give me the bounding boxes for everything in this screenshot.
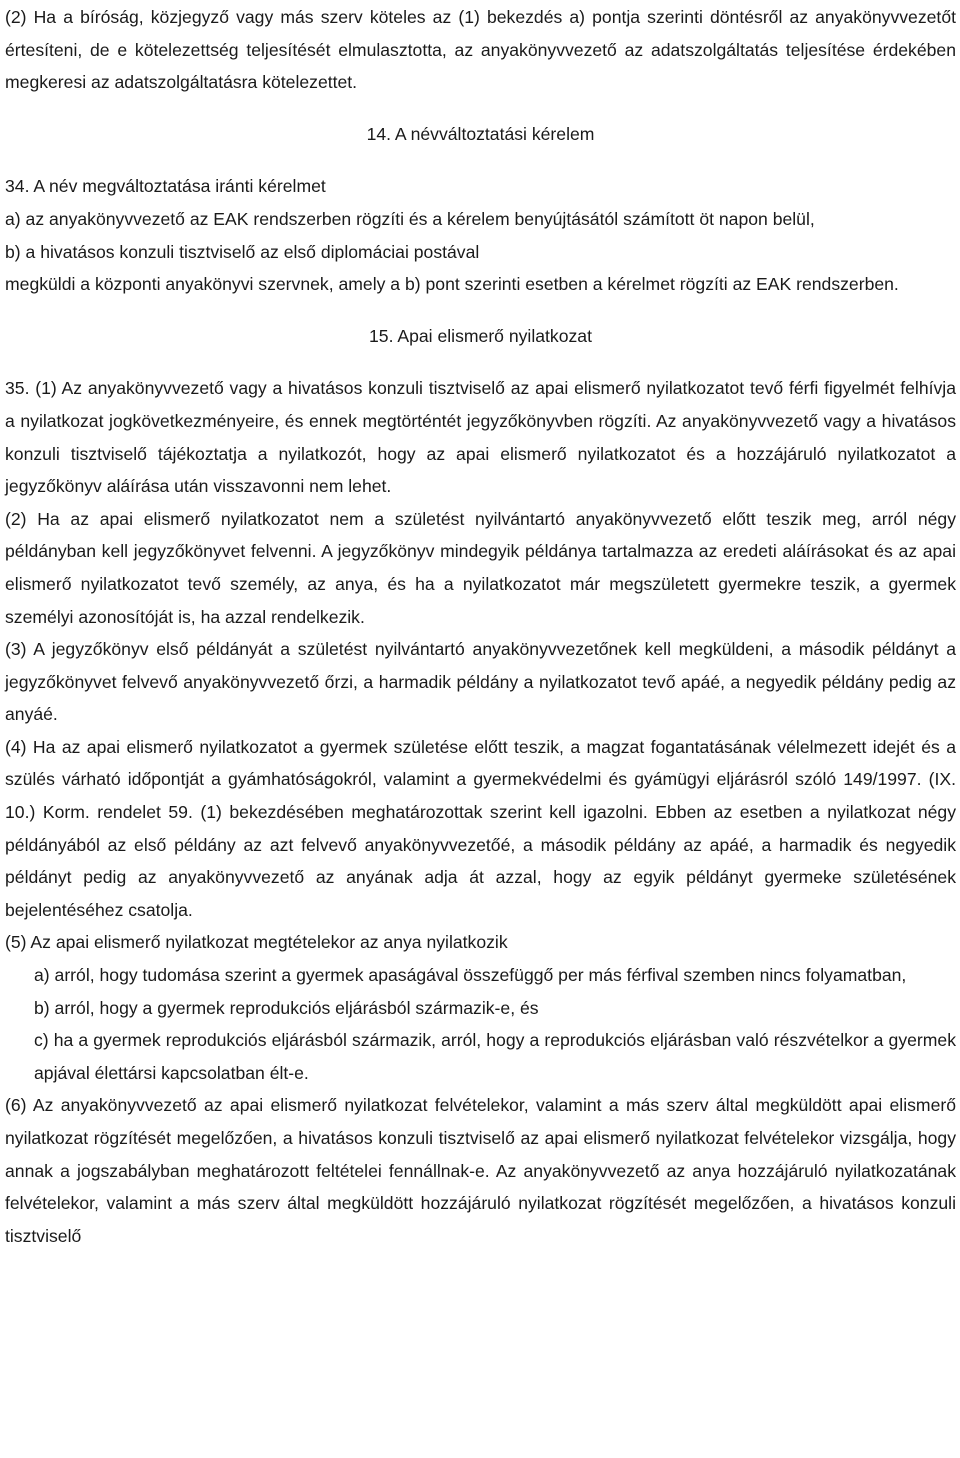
section-35-paragraph-5: (5) Az apai elismerő nyilatkozat megtételekor az anya nyilatkozik	[5, 932, 508, 953]
section-35-paragraph-3: (3) A jegyzőkönyv első példányát a születést nyilvántartó anyakönyvvezetőnek kell megküldeni, a második példányt a jegyzőkönyvet felvevő anyakönyvvezető őrzi, a harmadik példány a nyilatkozatot tevő apáé, a negyedik példány pedig az anyáé.	[5, 639, 956, 725]
section-34-item-b: b) a hivatásos konzuli tisztviselő az első diplomáciai postával	[5, 241, 480, 262]
section-35-paragraph-1: 35. (1) Az anyakönyvvezető vagy a hivatásos konzuli tisztviselő az apai elismerő nyilatkozatot tevő férfi figyelmét felhívja a nyilatkozat jogkövetkezményeire, és ennek megtörténtét jegyzőkönyvben rögzíti. Az anyakönyvvezető vagy a hivatásos konzuli tisztviselő tájékoztatja a nyilatkozót, hogy az apai elismerő nyilatkozatot és a hozzájáruló nyilatkozatot a jegyzőkönyv aláírása után visszavonni nem lehet.	[5, 378, 956, 497]
section-34-tail: megküldi a központi anyakönyvi szervnek, amely a b) pont szerinti esetben a kérelmet rögzíti az EAK rendszerben.	[5, 274, 899, 295]
section-35-paragraph-4: (4) Ha az apai elismerő nyilatkozatot a gyermek születése előtt teszik, a magzat fogantatásának vélelmezett idejét és a szülés várható időpontját a gyámhatóságokról, valamint a gyermekvédelmi és gyámügyi eljárásról szóló 149/1997. (IX. 10.) Korm. rendelet 59. (1) bekezdésében meghatározottak szerint kell igazolni. Ebben az esetben a nyilatkozat négy példányából az első példány az azt felvevő anyakönyvvezetőé, a második példány az apáé, a harmadik és negyedik példányt pedig az anyakönyvvezető az anyának adja át azzal, hogy az egyik példányt gyermeke születésének bejelentéséhez csatolja.	[5, 736, 956, 920]
section-heading-15: 15. Apai elismerő nyilatkozat	[369, 325, 592, 346]
paragraph-intro: (2) Ha a bíróság, közjegyző vagy más szerv köteles az (1) bekezdés a) pontja szerinti döntésről az anyakönyvvezetőt értesíteni, de e kötelezettség teljesítését elmulasztotta, az anyakönyvvezető az adatszolgáltatás teljesítése érdekében megkeresi az adatszolgáltatásra kötelezettet.	[5, 7, 956, 93]
section-35	[5, 372, 956, 1252]
section-34-item-a: a) az anyakönyvvezető az EAK rendszerben rögzíti és a kérelem benyújtásától számított öt napon belül,	[5, 208, 815, 229]
section-34	[5, 170, 956, 300]
section-heading-14: 14. A névváltoztatási kérelem	[366, 123, 595, 144]
section-34-title: 34. A név megváltoztatása iránti kérelmet	[5, 176, 326, 197]
section-35-paragraph-5-item-a: a) arról, hogy tudomása szerint a gyermek apaságával összefüggő per más férfival szemben nincs folyamatban,	[34, 965, 907, 986]
section-35-paragraph-6: (6) Az anyakönyvvezető az apai elismerő nyilatkozat felvételekor, valamint a más szerv által megküldött apai elismerő nyilatkozat rögzítését megelőzően, a hivatásos konzuli tisztviselő az apai elismerő nyilatkozat felvételekor vizsgálja, hogy annak a jogszabályban meghatározott feltételei fennállnak-e. Az anyakönyvvezető az anya hozzájáruló nyilatkozatának felvételekor, valamint a más szerv által megküldött hozzájáruló nyilatkozat rögzítését megelőzően, a hivatásos konzuli tisztviselő	[5, 1095, 956, 1246]
section-35-paragraph-5-item-b: b) arról, hogy a gyermek reprodukciós eljárásból származik-e, és	[34, 997, 539, 1018]
section-35-paragraph-5-item-c: c) ha a gyermek reprodukciós eljárásból származik, arról, hogy a reprodukciós eljárásban való részvételkor a gyermek apjával élettársi kapcsolatban élt-e.	[34, 1030, 956, 1083]
section-35-paragraph-2: (2) Ha az apai elismerő nyilatkozatot nem a születést nyilvántartó anyakönyvvezető előtt teszik meg, arról négy példányban kell jegyzőkönyvet felvenni. A jegyzőkönyv mindegyik példánya tartalmazza az eredeti aláírásokat és az apai elismerő nyilatkozatot tevő személy, az anya, és ha a nyilatkozatot már megszületett gyermekre teszik, a gyermek személyi azonosítóját is, ha azzal rendelkezik.	[5, 508, 956, 627]
